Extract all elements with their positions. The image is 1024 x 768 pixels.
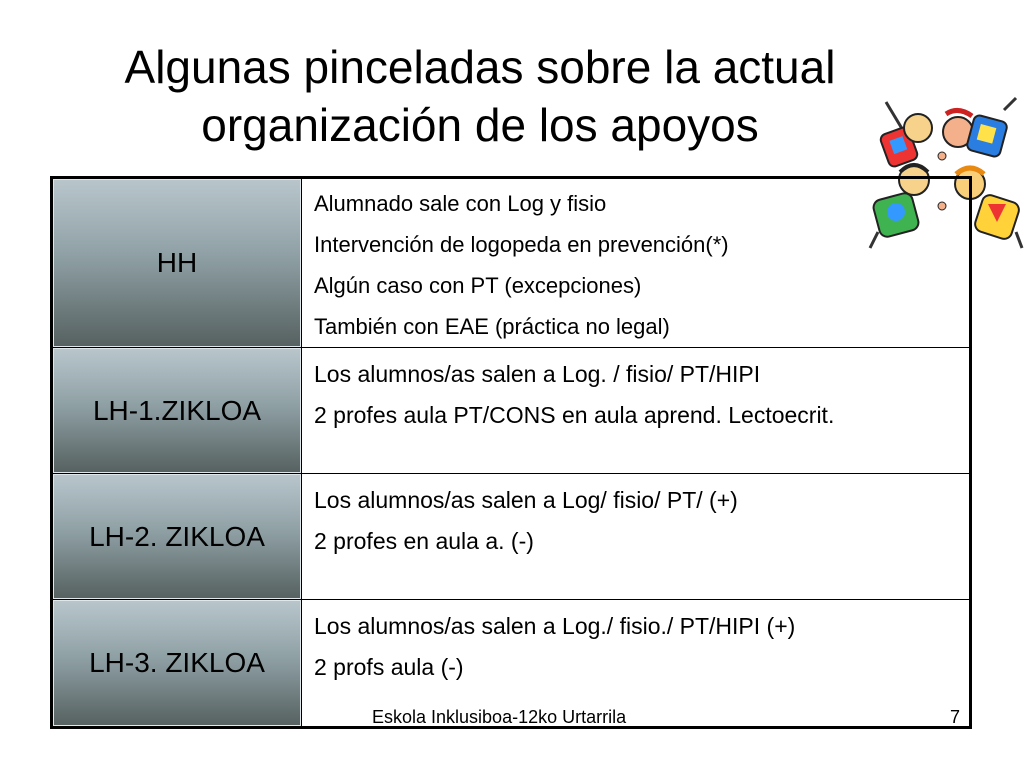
slide-title	[40, 38, 920, 154]
slide-title-line-1: Algunas pinceladas sobre la actual	[124, 41, 836, 93]
stage-cell-hh: HH	[52, 178, 302, 348]
description-line: Alumnado sale con Log y fisio	[314, 191, 607, 216]
description-line: Algún caso con PT (excepciones)	[314, 273, 642, 298]
description-line: Los alumnos/as salen a Log./ fisio./ PT/HIPI (+)	[314, 613, 796, 639]
description-line: 2 profes aula PT/CONS en aula aprend. Lectoecrit.	[314, 402, 835, 428]
description-cell-lh1	[302, 348, 971, 474]
stage-cell-lh2: LH-2. ZIKLOA	[52, 474, 302, 600]
page-number: 7	[950, 707, 961, 727]
description-line: 2 profs aula (-)	[314, 654, 464, 680]
description-line: Los alumnos/as salen a Log/ fisio/ PT/ (+)	[314, 487, 738, 513]
table-row	[52, 474, 971, 600]
description-cell-lh2	[302, 474, 971, 600]
description-line: Intervención de logopeda en prevención(*)	[314, 232, 729, 257]
description-line: 2 profes en aula a. (-)	[314, 528, 534, 554]
stage-cell-lh1: LH-1.ZIKLOA	[52, 348, 302, 474]
table-row	[52, 178, 971, 348]
footer-text: Eskola Inklusiboa-12ko Urtarrila	[372, 707, 627, 727]
stage-cell-lh3: LH-3. ZIKLOA	[52, 600, 302, 728]
slide-title-line-2: organización de los apoyos	[201, 99, 759, 151]
description-cell-hh	[302, 178, 971, 348]
support-organization-table	[50, 176, 972, 729]
footer-underline	[370, 728, 654, 729]
description-line: Los alumnos/as salen a Log. / fisio/ PT/HIPI	[314, 361, 761, 387]
description-line: También con EAE (práctica no legal)	[314, 314, 670, 339]
table-row	[52, 348, 971, 474]
